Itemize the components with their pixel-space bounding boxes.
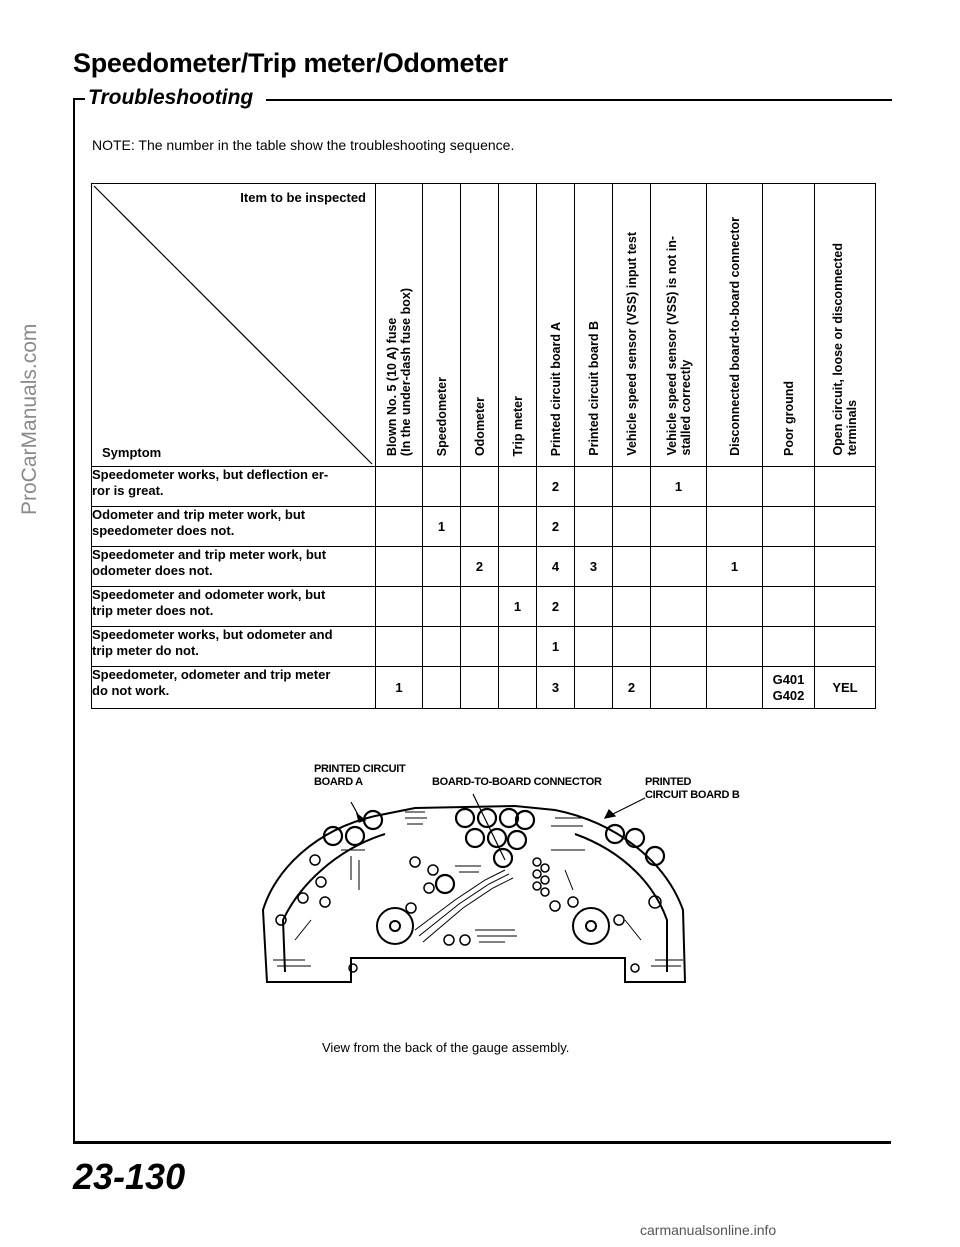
table-cell bbox=[651, 547, 707, 587]
table-cell: 2 bbox=[461, 547, 499, 587]
col-header-fuse bbox=[376, 184, 423, 467]
table-row bbox=[92, 547, 876, 587]
col-header-open-circuit bbox=[815, 184, 876, 467]
table-cell bbox=[707, 467, 763, 507]
table-cell: 1 bbox=[376, 667, 423, 709]
table-cell bbox=[575, 507, 613, 547]
table-cell: 2 bbox=[537, 507, 575, 547]
col-header-pcb-b bbox=[575, 184, 613, 467]
table-cell bbox=[423, 547, 461, 587]
table-cell: 3 bbox=[537, 667, 575, 709]
col-header-label: Blown No. 5 (10 A) fuse (In the under-dash fuse box) bbox=[385, 287, 413, 456]
table-cell bbox=[763, 507, 815, 547]
table-cell bbox=[423, 467, 461, 507]
col-header-speedometer bbox=[423, 184, 461, 467]
table-cell: 1 bbox=[707, 547, 763, 587]
col-header-label: Trip meter bbox=[510, 395, 525, 456]
table-cell bbox=[613, 507, 651, 547]
col-header-label: Vehicle speed sensor (VSS) input test bbox=[624, 232, 639, 456]
col-header-label: Printed circuit board A bbox=[548, 321, 563, 456]
table-cell: 1 bbox=[499, 587, 537, 627]
footer-rule bbox=[73, 1141, 891, 1144]
table-cell bbox=[613, 587, 651, 627]
table-cell bbox=[815, 627, 876, 667]
label-board-a-line2: BOARD A bbox=[314, 776, 363, 788]
table-cell: 4 bbox=[537, 547, 575, 587]
symptom-cell: Speedometer and trip meter work, but odometer does not. bbox=[92, 547, 376, 587]
table-cell bbox=[499, 507, 537, 547]
table-note: NOTE: The number in the table show the troubleshooting sequence. bbox=[92, 137, 515, 153]
table-cell bbox=[499, 547, 537, 587]
table-cell bbox=[575, 467, 613, 507]
table-cell bbox=[651, 627, 707, 667]
table-row bbox=[92, 587, 876, 627]
table-cell bbox=[461, 587, 499, 627]
table-cell bbox=[707, 627, 763, 667]
table-cell bbox=[763, 547, 815, 587]
symptom-cell: Speedometer, odometer and trip meter do not work. bbox=[92, 667, 376, 709]
table-cell bbox=[815, 507, 876, 547]
corner-diagonal bbox=[92, 184, 374, 466]
symptom-cell: Speedometer and odometer work, but trip meter does not. bbox=[92, 587, 376, 627]
table-cell bbox=[423, 627, 461, 667]
table-cell bbox=[376, 467, 423, 507]
table-row bbox=[92, 627, 876, 667]
item-to-be-inspected-label: Item to be inspected bbox=[240, 190, 366, 205]
table-cell bbox=[763, 467, 815, 507]
table-cell: 2 bbox=[613, 667, 651, 709]
label-board-b-line2: CIRCUIT BOARD B bbox=[645, 789, 740, 801]
table-row bbox=[92, 467, 876, 507]
table-cell bbox=[461, 467, 499, 507]
table-header-row bbox=[92, 184, 876, 467]
table-cell bbox=[651, 507, 707, 547]
table-cell bbox=[575, 667, 613, 709]
table-cell bbox=[499, 467, 537, 507]
label-board-b-line1: PRINTED bbox=[645, 776, 692, 788]
watermark: ProCarManuals.com bbox=[18, 323, 41, 515]
table-cell bbox=[376, 627, 423, 667]
table-corner-cell bbox=[92, 184, 376, 467]
label-connector: BOARD-TO-BOARD CONNECTOR bbox=[432, 776, 602, 788]
table-cell: 1 bbox=[423, 507, 461, 547]
table-cell bbox=[815, 547, 876, 587]
col-header-label: Open circuit, loose or disconnected terminals bbox=[831, 243, 859, 456]
table-cell bbox=[461, 667, 499, 709]
table-cell bbox=[763, 587, 815, 627]
diagram-caption: View from the back of the gauge assembly. bbox=[322, 1040, 570, 1055]
table-cell bbox=[707, 667, 763, 709]
table-cell: 3 bbox=[575, 547, 613, 587]
table-cell bbox=[461, 627, 499, 667]
table-cell bbox=[707, 507, 763, 547]
footer-site: carmanualsonline.info bbox=[640, 1222, 777, 1238]
table-cell bbox=[376, 587, 423, 627]
table-cell bbox=[651, 667, 707, 709]
table-cell bbox=[499, 627, 537, 667]
table-cell bbox=[423, 667, 461, 709]
table-cell bbox=[613, 547, 651, 587]
gauge-assembly-diagram bbox=[255, 790, 695, 990]
table-cell bbox=[651, 587, 707, 627]
col-header-label: Poor ground bbox=[781, 381, 796, 456]
table-cell bbox=[613, 467, 651, 507]
page-title: Speedometer/Trip meter/Odometer bbox=[73, 48, 508, 78]
label-board-a bbox=[314, 763, 405, 789]
table-cell bbox=[575, 627, 613, 667]
table-row bbox=[92, 507, 876, 547]
col-header-label: Disconnected board-to-board connector bbox=[727, 217, 742, 456]
col-header-label: Vehicle speed sensor (VSS) is not in- stalled correctly bbox=[664, 236, 693, 456]
col-header-label: Speedometer bbox=[434, 376, 449, 456]
col-header-odometer bbox=[461, 184, 499, 467]
table-cell bbox=[575, 587, 613, 627]
section-title: Troubleshooting bbox=[88, 86, 254, 109]
col-header-vss-install bbox=[651, 184, 707, 467]
table-cell: YEL bbox=[815, 667, 876, 709]
table-cell bbox=[815, 587, 876, 627]
table-cell: 1 bbox=[537, 627, 575, 667]
table-cell bbox=[499, 667, 537, 709]
col-header-connector bbox=[707, 184, 763, 467]
col-header-ground bbox=[763, 184, 815, 467]
table-cell bbox=[423, 587, 461, 627]
table-cell bbox=[461, 507, 499, 547]
symptom-cell: Speedometer works, but odometer and trip meter do not. bbox=[92, 627, 376, 667]
col-header-pcb-a bbox=[537, 184, 575, 467]
col-header-label: Printed circuit board B bbox=[586, 321, 601, 456]
table-cell bbox=[815, 467, 876, 507]
col-header-label: Odometer bbox=[472, 396, 487, 456]
col-header-trip-meter bbox=[499, 184, 537, 467]
table-cell: 2 bbox=[537, 467, 575, 507]
table-cell bbox=[707, 587, 763, 627]
symptom-cell: Speedometer works, but deflection er- ror is great. bbox=[92, 467, 376, 507]
table-cell bbox=[613, 627, 651, 667]
header-rule bbox=[266, 99, 892, 101]
symptom-label: Symptom bbox=[102, 445, 162, 460]
col-header-vss-test bbox=[613, 184, 651, 467]
table-cell: G401 G402 bbox=[763, 667, 815, 709]
table-cell: 2 bbox=[537, 587, 575, 627]
page-number: 23-130 bbox=[73, 1156, 186, 1197]
table-cell: 1 bbox=[651, 467, 707, 507]
table-cell bbox=[376, 547, 423, 587]
table-cell bbox=[763, 627, 815, 667]
symptom-cell: Odometer and trip meter work, but speedometer does not. bbox=[92, 507, 376, 547]
page-left-rule bbox=[73, 98, 75, 1143]
troubleshooting-table bbox=[91, 183, 876, 709]
table-cell bbox=[376, 507, 423, 547]
label-board-a-line1: PRINTED CIRCUIT bbox=[314, 763, 406, 775]
table-row bbox=[92, 667, 876, 709]
